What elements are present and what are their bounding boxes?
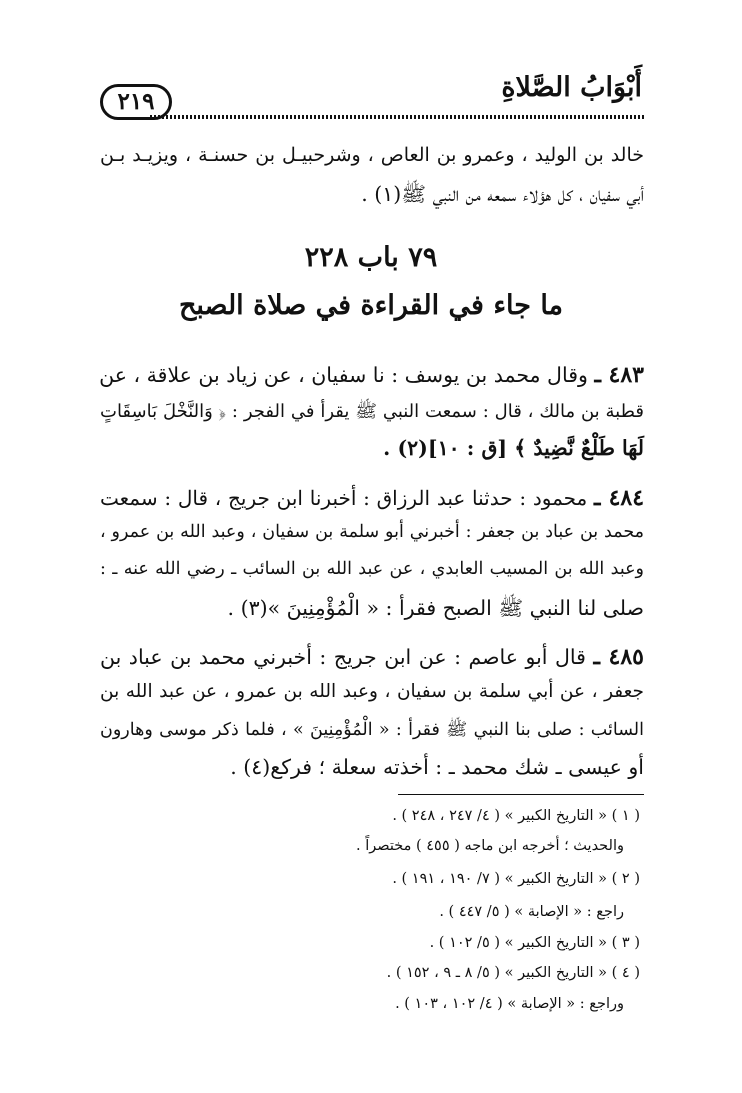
footnote: ( ٤ ) « التاريخ الكبير » ( ٥/ ٨ ـ ٩ ، ١٥٢ ) . — [386, 965, 640, 981]
footnote-separator — [398, 794, 644, 795]
hadith-485-line — [100, 644, 644, 670]
footnote: ( ١ ) « التاريخ الكبير » ( ٤/ ٢٤٧ ، ٢٤٨ ) . — [392, 808, 640, 824]
hadith-484-line: وعبد الله بن المسيب العابدي ، عن عبد الله بن السائب ـ رضي الله عنه ـ : — [100, 559, 644, 579]
hadith-485-line: جعفر ، عن أبي سلمة بن سفيان ، وعبد الله بن عمرو ، عن عبد الله بن — [100, 681, 644, 702]
footnote: والحديث ؛ أخرجه ابن ماجه ( ٤٥٥ ) مختصراً . — [356, 838, 624, 854]
footnote: راجع : « الإصابة » ( ٥/ ٤٤٧ ) . — [439, 904, 624, 920]
hadith-483-line — [100, 362, 644, 388]
continuation-line: أبي سفيان ، كل هؤلاء سمعه من النبي ﷺ(١) . — [361, 182, 644, 206]
footnote: وراجع : « الإصابة » ( ٤/ ١٠٢ ، ١٠٣ ) . — [395, 996, 624, 1012]
hadith-text: محمود : حدثنا عبد الرزاق : أخبرنا ابن جريج ، قال : سمعت — [100, 486, 588, 510]
hadith-485-line: أو عيسى ـ شك محمد ـ : أخذته سعلة ؛ فركع(٤) . — [230, 755, 644, 779]
hadith-number: ٤٨٥ ـ — [593, 644, 644, 670]
footnote: ( ٢ ) « التاريخ الكبير » ( ٧/ ١٩٠ ، ١٩١ ) . — [392, 871, 640, 887]
hadith-484-line — [100, 485, 644, 511]
hadith-text: قال أبو عاصم : عن ابن جريج : أخبرني محمد بن عباد بن — [100, 645, 586, 669]
header-dotted-rule — [150, 115, 644, 119]
hadith-number: ٤٨٤ ـ — [594, 485, 645, 511]
hadith-483-line: لَهَا طَلْعٌ نَّضِيدٌ ﴾ [ق : ١٠](٢) . — [383, 436, 644, 460]
page-number-badge: ٢١٩ — [100, 84, 172, 120]
chapter-number: ٧٩ باب ٢٢٨ — [304, 242, 438, 273]
hadith-483-line: قطبة بن مالك ، قال : سمعت النبي ﷺ يقرأ في الفجر : ﴿ وَالنَّخْلَ بَاسِقَاتٍ — [100, 401, 644, 422]
hadith-484-line: محمد بن عباد بن جعفر : أخبرني أبو سلمة بن سفيان ، وعبد الله بن عمرو ، — [100, 522, 644, 542]
hadith-text: وقال محمد بن يوسف : نا سفيان ، عن زياد بن علاقة ، عن — [99, 363, 588, 387]
hadith-number: ٤٨٣ ـ — [594, 362, 644, 388]
footnote: ( ٣ ) « التاريخ الكبير » ( ٥/ ١٠٢ ) . — [429, 935, 640, 951]
hadith-485-line: السائب : صلى بنا النبي ﷺ فقرأ : « الْمُؤْمِنِينَ » ، فلما ذكر موسى وهارون — [100, 720, 644, 740]
chapter-title: ما جاء في القراءة في صلاة الصبح — [178, 290, 564, 321]
continuation-line: خالد بن الوليد ، وعمرو بن العاص ، وشرحبيـل بن حسنـة ، ويزيـد بـن — [100, 144, 644, 166]
hadith-484-line: صلى لنا النبي ﷺ الصبح فقرأ : « الْمُؤْمِنِينَ »(٣) . — [227, 596, 644, 620]
running-header-title: أَبْوَابُ الصَّلاةِ — [501, 72, 642, 103]
